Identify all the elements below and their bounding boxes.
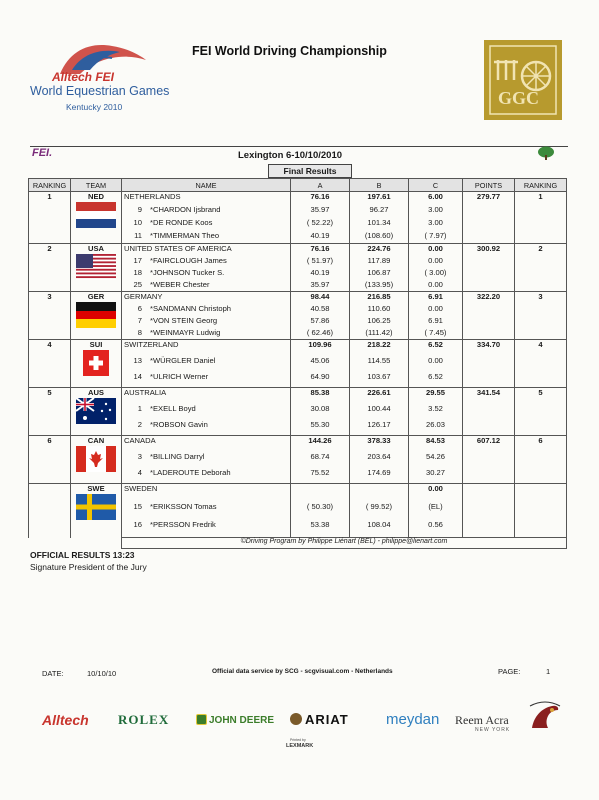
athlete-score-c: 26.03 <box>409 420 463 436</box>
athlete-bib: 7 <box>137 315 142 325</box>
team-country: UNITED STATES OF AMERICA <box>122 244 291 256</box>
athlete-name: *FAIRCLOUGH James <box>150 255 227 265</box>
col-header-points: POINTS <box>463 179 515 192</box>
athlete-bib: 9 <box>137 204 142 214</box>
venue-dates: Lexington 6-10/10/2010 <box>238 150 343 161</box>
team-rank: 1 <box>29 192 71 244</box>
athlete-bib: 6 <box>137 303 142 313</box>
sponsor-meydan: meydan <box>386 711 440 728</box>
team-code: USA <box>87 244 105 253</box>
col-header-team: TEAM <box>71 179 122 192</box>
athlete-score-b: 103.67 <box>350 372 409 388</box>
team-country: GERMANY <box>122 292 291 304</box>
athlete-name: *WEINMAYR Ludwig <box>150 327 221 337</box>
athlete-score-c: 0.00 <box>409 356 463 372</box>
team-code: NED <box>87 192 105 201</box>
athlete-score-c: 0.00 <box>409 280 463 292</box>
team-points <box>463 484 515 538</box>
team-score-b: 378.33 <box>350 436 409 452</box>
team-points: 279.77 <box>463 192 515 244</box>
team-score-b <box>350 484 409 502</box>
athlete-bib: 14 <box>133 371 142 381</box>
athlete-bib: 16 <box>133 519 142 529</box>
athlete-bib: 4 <box>137 467 142 477</box>
team-cell <box>71 340 122 388</box>
team-score-a: 76.16 <box>291 244 350 256</box>
athlete-score-a: 40.58 <box>291 304 350 316</box>
team-score-b: 226.61 <box>350 388 409 404</box>
team-rank <box>29 484 71 538</box>
athlete-cell <box>122 231 291 244</box>
sponsor-rolex: ROLEX <box>118 712 170 727</box>
team-score-b: 224.76 <box>350 244 409 256</box>
athlete-score-c: (EL) <box>409 502 463 520</box>
athlete-name: *ROBSON Gavin <box>150 419 208 429</box>
athlete-score-a: ( 51.97) <box>291 256 350 268</box>
table-header-row <box>29 179 567 192</box>
team-ranking: 1 <box>515 192 567 244</box>
athlete-bib: 11 <box>134 230 142 240</box>
team-score-c: 6.91 <box>409 292 463 304</box>
athlete-score-b: 117.89 <box>350 256 409 268</box>
team-points: 341.54 <box>463 388 515 436</box>
team-country: NETHERLANDS <box>122 192 291 205</box>
team-score-a: 85.38 <box>291 388 350 404</box>
team-ranking: 5 <box>515 388 567 436</box>
team-cell <box>71 484 122 538</box>
athlete-cell <box>122 205 291 218</box>
sponsor-reem-acra: Reem Acra <box>455 713 509 727</box>
athlete-cell <box>122 420 291 436</box>
team-code: CAN <box>87 436 105 445</box>
athlete-score-c: 6.91 <box>409 316 463 328</box>
page-number: 1 <box>546 667 551 676</box>
team-points: 322.20 <box>463 292 515 340</box>
athlete-score-b: 96.27 <box>350 205 409 218</box>
team-row <box>29 340 567 356</box>
athlete-score-b: 100.44 <box>350 404 409 420</box>
athlete-bib: 17 <box>133 255 142 265</box>
athlete-name: *SANDMANN Christoph <box>150 303 232 313</box>
event-location: Kentucky 2010 <box>66 102 123 112</box>
team-row <box>29 436 567 452</box>
col-header-ranking-final: RANKING <box>515 179 567 192</box>
date-value: 10/10/10 <box>87 669 117 678</box>
team-score-c: 29.55 <box>409 388 463 404</box>
athlete-bib: 25 <box>133 279 142 289</box>
flag-swe-icon <box>76 494 116 520</box>
athlete-cell <box>122 372 291 388</box>
athlete-name: *PERSSON Fredrik <box>150 519 216 529</box>
team-country: SWITZERLAND <box>122 340 291 356</box>
athlete-score-a: 57.86 <box>291 316 350 328</box>
team-score-c: 0.00 <box>409 484 463 502</box>
flag-aus-icon <box>76 398 116 424</box>
athlete-name: *LADEROUTE Deborah <box>150 467 231 477</box>
athlete-score-a: 40.19 <box>291 231 350 244</box>
printed-by-label: Printed by <box>290 738 306 742</box>
team-score-c: 84.53 <box>409 436 463 452</box>
athlete-bib: 2 <box>137 419 142 429</box>
athlete-score-c: 0.00 <box>409 256 463 268</box>
athlete-cell <box>122 356 291 372</box>
athlete-score-a: ( 52.22) <box>291 218 350 231</box>
athlete-bib: 18 <box>133 267 142 277</box>
athlete-cell <box>122 218 291 231</box>
team-score-a: 109.96 <box>291 340 350 356</box>
athlete-score-c: ( 3.00) <box>409 268 463 280</box>
athlete-cell <box>122 452 291 468</box>
athlete-score-a: 30.08 <box>291 404 350 420</box>
col-header-ranking: RANKING <box>29 179 71 192</box>
athlete-name: *BILLING Darryl <box>150 451 205 461</box>
col-header-a: A <box>291 179 350 192</box>
team-country: AUSTRALIA <box>122 388 291 404</box>
team-score-a <box>291 484 350 502</box>
athlete-score-a: 45.06 <box>291 356 350 372</box>
team-rank: 5 <box>29 388 71 436</box>
athlete-score-b: ( 99.52) <box>350 502 409 520</box>
team-cell <box>71 436 122 484</box>
team-score-a: 144.26 <box>291 436 350 452</box>
team-score-c: 6.00 <box>409 192 463 205</box>
flag-ned-icon <box>76 202 116 228</box>
athlete-name: *WEBER Chester <box>150 279 210 289</box>
flag-can-icon <box>76 446 116 472</box>
athlete-score-a: 40.19 <box>291 268 350 280</box>
athlete-score-b: (108.60) <box>350 231 409 244</box>
athlete-score-c: 3.00 <box>409 218 463 231</box>
athlete-bib: 13 <box>133 355 142 365</box>
flag-ger-icon <box>76 302 116 328</box>
team-score-b: 197.61 <box>350 192 409 205</box>
official-results-time: OFFICIAL RESULTS 13:23 <box>30 550 135 560</box>
team-score-c: 6.52 <box>409 340 463 356</box>
team-rank: 6 <box>29 436 71 484</box>
athlete-score-c: 3.52 <box>409 404 463 420</box>
athlete-score-b: 203.64 <box>350 452 409 468</box>
team-rank: 4 <box>29 340 71 388</box>
athlete-score-c: 3.00 <box>409 205 463 218</box>
team-code: SUI <box>89 340 103 349</box>
team-row <box>29 484 567 502</box>
athlete-name: *CHARDON Ijsbrand <box>150 204 221 214</box>
team-score-a: 98.44 <box>291 292 350 304</box>
team-ranking <box>515 484 567 538</box>
header-rule <box>30 146 568 147</box>
ariat-label: ARIAT <box>305 712 349 727</box>
ariat-horse-icon <box>290 713 302 725</box>
athlete-bib: 10 <box>133 217 142 227</box>
athlete-score-b: (133.95) <box>350 280 409 292</box>
col-header-c: C <box>409 179 463 192</box>
program-credit: ©Driving Program by Philippe Liénart (BEL) - philippe@lienart.com <box>122 538 567 549</box>
athlete-score-c: 0.00 <box>409 304 463 316</box>
team-points: 334.70 <box>463 340 515 388</box>
fei-logo: FEI. <box>32 147 53 159</box>
reem-acra-sub: NEW YORK <box>475 727 511 733</box>
results-table <box>28 178 567 549</box>
athlete-score-b: 114.55 <box>350 356 409 372</box>
team-rank: 2 <box>29 244 71 292</box>
team-row <box>29 388 567 404</box>
col-header-name: NAME <box>122 179 291 192</box>
credit-row <box>29 538 567 549</box>
athlete-name: *EXELL Boyd <box>150 403 196 413</box>
athlete-score-a: 53.38 <box>291 520 350 538</box>
athlete-score-c: 6.52 <box>409 372 463 388</box>
athlete-cell <box>122 328 291 340</box>
sponsor-alltech: Alltech <box>42 712 89 728</box>
athlete-score-b: 110.60 <box>350 304 409 316</box>
team-cell <box>71 388 122 436</box>
kentucky-horse-icon <box>528 698 562 732</box>
athlete-name: *WÜRGLER Daniel <box>150 355 216 365</box>
athlete-score-a: 64.90 <box>291 372 350 388</box>
athlete-bib: 1 <box>137 403 142 413</box>
team-points: 607.12 <box>463 436 515 484</box>
athlete-cell <box>122 256 291 268</box>
date-label: DATE: <box>42 669 64 678</box>
data-service-credit: Official data service by SCG - scgvisual.com - Netherlands <box>212 668 393 675</box>
team-country: CANADA <box>122 436 291 452</box>
athlete-score-a: 55.30 <box>291 420 350 436</box>
team-ranking: 6 <box>515 436 567 484</box>
athlete-cell <box>122 404 291 420</box>
team-score-b: 218.22 <box>350 340 409 356</box>
ggc-carriage-logo <box>484 40 562 120</box>
team-country: SWEDEN <box>122 484 291 502</box>
athlete-score-a: 35.97 <box>291 280 350 292</box>
athlete-name: *DE RONDE Koos <box>150 217 213 227</box>
team-row <box>29 292 567 304</box>
athlete-score-b: 106.25 <box>350 316 409 328</box>
col-header-b: B <box>350 179 409 192</box>
final-results-label: Final Results <box>268 164 352 178</box>
tree-icon <box>536 145 556 161</box>
athlete-score-a: ( 50.30) <box>291 502 350 520</box>
team-ranking: 2 <box>515 244 567 292</box>
team-rank: 3 <box>29 292 71 340</box>
team-ranking: 3 <box>515 292 567 340</box>
athlete-cell <box>122 502 291 520</box>
event-name: World Equestrian Games <box>30 84 170 98</box>
athlete-name: *JOHNSON Tucker S. <box>150 267 225 277</box>
team-cell <box>71 244 122 292</box>
athlete-cell <box>122 304 291 316</box>
team-cell <box>71 292 122 340</box>
team-row <box>29 192 567 205</box>
team-code: SWE <box>87 484 105 493</box>
athlete-cell <box>122 268 291 280</box>
weg-logo <box>30 40 170 120</box>
athlete-bib: 3 <box>137 451 142 461</box>
athlete-bib: 15 <box>133 501 142 511</box>
athlete-score-c: 0.56 <box>409 520 463 538</box>
page-title: FEI World Driving Championship <box>192 44 387 58</box>
athlete-score-c: ( 7.97) <box>409 231 463 244</box>
athlete-score-a: ( 62.46) <box>291 328 350 340</box>
athlete-name: *ERIKSSON Tomas <box>150 501 217 511</box>
athlete-name: *VON STEIN Georg <box>150 315 218 325</box>
page-label: PAGE: <box>498 667 521 676</box>
athlete-cell <box>122 280 291 292</box>
team-points: 300.92 <box>463 244 515 292</box>
sponsor-john-deere <box>196 714 274 726</box>
team-cell <box>71 192 122 244</box>
team-score-b: 216.85 <box>350 292 409 304</box>
athlete-score-b: 106.87 <box>350 268 409 280</box>
athlete-cell <box>122 468 291 484</box>
sponsor-lexmark: LEXMARK <box>286 743 314 749</box>
athlete-score-b: 101.34 <box>350 218 409 231</box>
team-score-c: 0.00 <box>409 244 463 256</box>
athlete-name: *TIMMERMAN Theo <box>150 230 220 240</box>
flag-usa-icon <box>76 254 116 280</box>
team-code: AUS <box>87 388 105 397</box>
athlete-score-c: 30.27 <box>409 468 463 484</box>
athlete-name: *ULRICH Werner <box>150 371 209 381</box>
deer-icon <box>196 714 207 725</box>
sponsor-ariat <box>290 712 349 727</box>
athlete-score-b: 126.17 <box>350 420 409 436</box>
alltech-fei-label: Alltech FEI <box>52 70 115 84</box>
athlete-bib: 8 <box>137 327 142 337</box>
flag-sui-icon <box>76 350 116 376</box>
svg-text:GGC: GGC <box>498 88 540 108</box>
team-ranking: 4 <box>515 340 567 388</box>
team-row <box>29 244 567 256</box>
athlete-score-c: 54.26 <box>409 452 463 468</box>
athlete-score-b: 174.69 <box>350 468 409 484</box>
athlete-score-b: (111.42) <box>350 328 409 340</box>
athlete-score-a: 75.52 <box>291 468 350 484</box>
john-deere-label: JOHN DEERE <box>209 715 275 726</box>
athlete-score-b: 108.04 <box>350 520 409 538</box>
jury-signature-label: Signature President of the Jury <box>30 562 147 572</box>
athlete-cell <box>122 316 291 328</box>
athlete-cell <box>122 520 291 538</box>
athlete-score-c: ( 7.45) <box>409 328 463 340</box>
athlete-score-a: 35.97 <box>291 205 350 218</box>
team-code: GER <box>87 292 105 301</box>
athlete-score-a: 68.74 <box>291 452 350 468</box>
team-score-a: 76.16 <box>291 192 350 205</box>
